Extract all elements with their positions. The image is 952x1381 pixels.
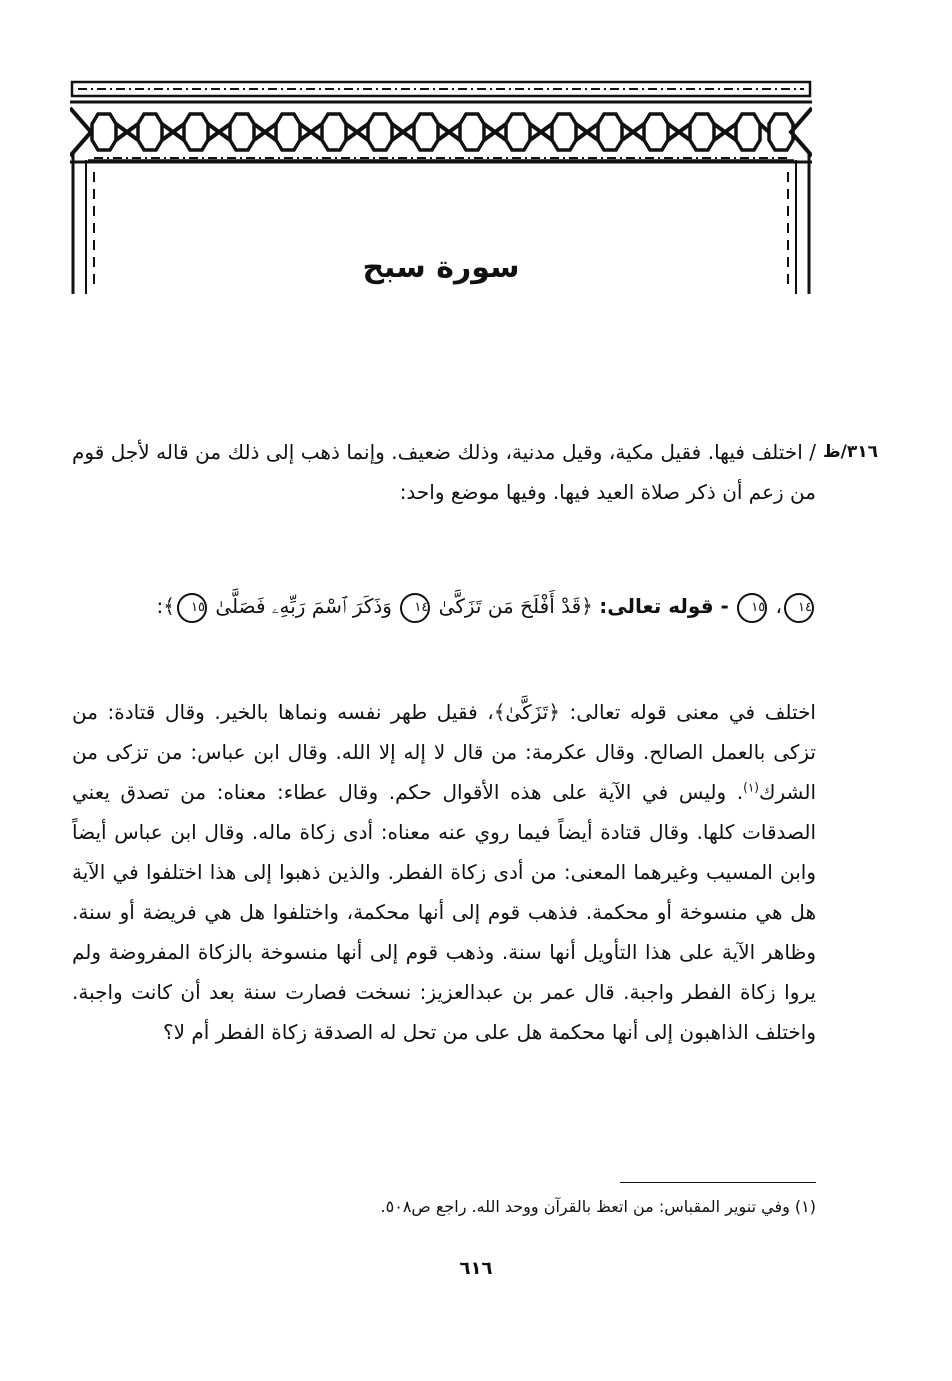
ayah-number-marker: ١٥ — [737, 593, 767, 623]
surah-title: سورة سبح — [362, 250, 520, 285]
verse-close: ﴾: — [156, 594, 175, 618]
commentary-paragraph — [72, 692, 816, 1052]
margin-folio-reference: ٣١٦/ظ — [822, 442, 878, 462]
ayah-number-marker: ١٥ — [177, 593, 207, 623]
footnote: (١) وفي تنوير المقباس: من اتعظ بالقرآن ووحد الله. راجع ص٥٠٨. — [380, 1197, 816, 1216]
page-number: ٦١٦ — [459, 1258, 493, 1279]
commentary-text: اختلف في معنى قوله تعالى: ﴿تَزَكَّىٰ﴾، فقيل طهر نفسه ونماها بالخير. وقال قتادة: من تزكى بالعمل الصالح. وقال عكرمة: من قال لا إله إلا الله. وقال ابن عباس: من تزكى من الشرك — [72, 700, 816, 804]
intro-paragraph: / اختلف فيها. فقيل مكية، وقيل مدنية، وذلك ضعيف. وإنما ذهب إلى ذلك من قاله لأجل قوم من زعم أن ذكر صلاة العيد فيها. وفيها موضع واحد: — [72, 440, 816, 504]
footnote-divider — [620, 1182, 816, 1183]
footnote-marker: (١) — [743, 780, 759, 795]
verse-heading-label: - قوله تعالى: — [599, 594, 729, 618]
verse-text: وَذَكَرَ ٱسْمَ رَبِّهِۦ فَصَلَّىٰ — [215, 594, 392, 618]
verse-heading: ١٤، ١٥ - قوله تعالى: ﴿قَدْ أَفْلَحَ مَن تَزَكَّىٰ ١٤ وَذَكَرَ ٱسْمَ رَبِّهِۦ فَصَلَّىٰ ١٥﴾: — [72, 586, 816, 626]
verse-text: ﴿قَدْ أَفْلَحَ مَن تَزَكَّىٰ — [438, 594, 593, 618]
ayah-number-marker: ١٤ — [784, 593, 814, 623]
commentary-text: . وليس في الآية على هذه الأقوال حكم. وقال عطاء: معناه: من تصدق يعني الصدقات كلها. وقال قتادة أيضاً فيما روي عنه معناه: أدى زكاة ماله. وقال ابن عباس أيضاً وابن المسيب وغيرهما المعنى: من أدى زكاة الفطر. والذين ذهبوا إلى هذا اختلفوا في الآية هل هي منسوخة أو محكمة. فذهب قوم إلى أنها محكمة، واختلفوا هل هي فريضة أو سنة. وظاهر الآية على هذا التأويل أنها سنة. وذهب قوم إلى أنها منسوخة بالزكاة المفروضة ولم يروا زكاة الفطر واجبة. قال عمر بن عبدالعزيز: نسخت فصارت سنة بعد أن كانت واجبة. واختلف الذاهبون إلى أنها محكمة هل على من تحل له الصدقة زكاة الفطر أم لا؟ — [72, 780, 816, 1044]
ayah-number-marker: ١٤ — [400, 593, 430, 623]
